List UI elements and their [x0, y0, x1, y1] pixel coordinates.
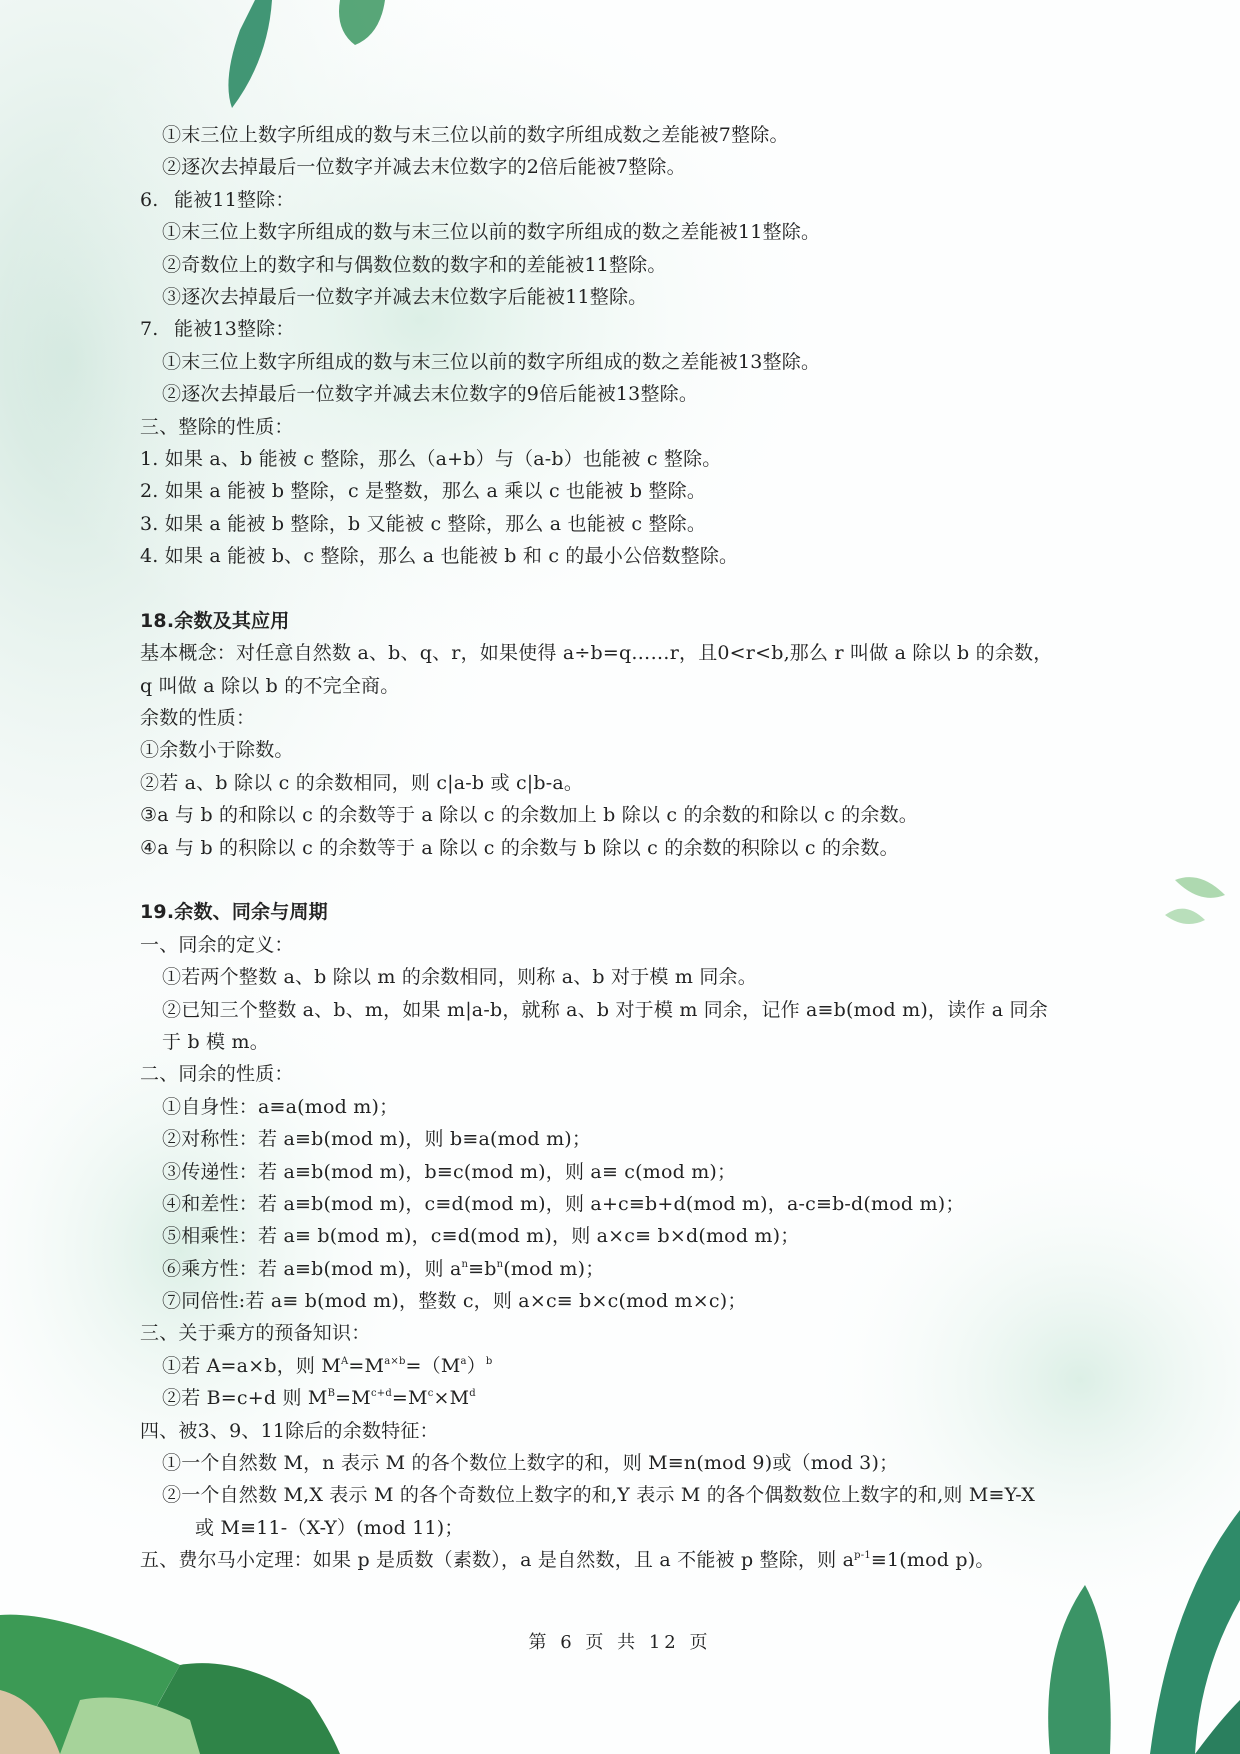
list-number: 7. [140, 318, 159, 341]
divisibility-prop-2: 2. 如果 a 能被 b 整除，c 是整数，那么 a 乘以 c 也能被 b 整除。 [140, 480, 707, 503]
power-knowledge-title: 三、关于乘方的预备知识： [140, 1322, 371, 1345]
remainder-features-title: 四、被3、9、11除后的余数特征： [140, 1419, 439, 1442]
congruence-prop-4: ④和差性：若 a≡b(mod m)，c≡d(mod m)，则 a+c≡b+d(mod m)，a-c≡b-d(mod m)； [162, 1192, 965, 1215]
div7-rule-2: ②逐次去掉最后一位数字并减去末位数字的2倍后能被7整除。 [162, 156, 686, 179]
page-footer: 第 6 页 共 12 页 [528, 1632, 712, 1653]
div11-rule-1: ①末三位上数字所组成的数与末三位以前的数字所组成的数之差能被11整除。 [162, 221, 821, 244]
power-rule-1: ①若 A=a×b，则 $M^A=M^{a\times b}=(M^a)^b$ [162, 1354, 493, 1377]
div7-rule-1: ①末三位上数字所组成的数与末三位以前的数字所组成数之差能被7整除。 [162, 124, 789, 146]
congruence-prop-2: ②对称性：若 a≡b(mod m)，则 b≡a(mod m)； [162, 1128, 592, 1151]
spacer [140, 864, 1110, 896]
list-number: 6. [140, 188, 159, 211]
remainder-feature-2-line-2: 或 M≡11-（X-Y）(mod 11)； [195, 1516, 464, 1539]
divisibility-prop-4: 4. 如果 a 能被 b、c 整除，那么 a 也能被 b 和 c 的最小公倍数整除。 [140, 545, 739, 568]
congruence-def-2-line-2: 于 b 模 m。 [162, 1030, 269, 1053]
remainder-prop-3: ③a 与 b 的和除以 c 的余数等于 a 除以 c 的余数加上 b 除以 c 的余数的和除以 c 的余数。 [140, 804, 918, 827]
section-19-heading: 19.余数、同余与周期 [140, 901, 328, 924]
congruence-def-title: 一、同余的定义： [140, 933, 294, 956]
remainder-props-title: 余数的性质： [140, 707, 256, 730]
divisibility-props-title: 三、整除的性质： [140, 415, 294, 438]
remainder-prop-1: ①余数小于除数。 [140, 739, 294, 762]
congruence-prop-6: ⑥乘方性：若 a≡b(mod m)，则 $a^n\equiv b^n(mod$ m)； [162, 1257, 605, 1280]
remainder-feature-2-line-1: ②一个自然数 M,X 表示 M 的各个奇数位上数字的和,Y 表示 M 的各个偶数数位上数字的和,则 M≡Y-X [162, 1484, 1035, 1507]
congruence-prop-5: ⑤相乘性：若 a≡ b(mod m)，c≡d(mod m)，则 a×c≡ b×d(mod m)； [162, 1225, 800, 1248]
power-rule-2: ②若 B=c+d 则 $M^B=M^{c+d}=M^c\times M^d$ [162, 1387, 476, 1410]
remainder-feature-1: ①一个自然数 M，n 表示 M 的各个数位上数字的和，则 M≡n(mod 9)或（mod 3)； [162, 1452, 899, 1475]
remainder-prop-4: ④a 与 b 的积除以 c 的余数等于 a 除以 c 的余数与 b 除以 c 的余数的积除以 c 的余数。 [140, 836, 899, 859]
remainder-concept-line-2: q 叫做 a 除以 b 的不完全商。 [140, 674, 400, 697]
remainder-concept-line-1: 基本概念：对任意自然数 a、b、q、r，如果使得 a÷b=q……r，且0<r<b,那么 r 叫做 a 除以 b 的余数， [140, 642, 1053, 665]
div13-rule-1: ①末三位上数字所组成的数与末三位以前的数字所组成的数之差能被13整除。 [162, 350, 821, 373]
congruence-def-1: ①若两个整数 a、b 除以 m 的余数相同，则称 a、b 对于模 m 同余。 [162, 966, 757, 989]
spacer [140, 572, 1110, 604]
congruence-prop-3: ③传递性：若 a≡b(mod m)，b≡c(mod m)，则 a≡ c(mod m)； [162, 1160, 737, 1183]
div13-heading: 7. 能被13整除： [140, 313, 1110, 345]
divisibility-prop-3: 3. 如果 a 能被 b 整除，b 又能被 c 整除，那么 a 也能被 c 整除。 [140, 512, 707, 535]
div11-rule-3: ③逐次去掉最后一位数字并减去末位数字后能被11整除。 [162, 285, 648, 308]
document-body [140, 119, 1110, 1577]
divisibility-prop-1: 1. 如果 a、b 能被 c 整除，那么（a+b）与（a-b）也能被 c 整除。 [140, 447, 722, 470]
congruence-prop-1: ①自身性：a≡a(mod m)； [162, 1095, 399, 1118]
fermat-little-theorem: 五、费尔马小定理：如果 p 是质数（素数），a 是自然数，且 a 不能被 p 整除，则 $a^{p-1}\equiv 1(mod$ p)。 [140, 1549, 995, 1572]
div11-heading: 6. 能被11整除： [140, 184, 1110, 216]
section-18-heading: 18.余数及其应用 [140, 609, 290, 632]
congruence-prop-7: ⑦同倍性:若 a≡ b(mod m)，整数 c，则 a×c≡ b×c(mod m×c)； [162, 1290, 747, 1313]
congruence-def-2-line-1: ②已知三个整数 a、b、m，如果 m|a-b，就称 a、b 对于模 m 同余，记作 a≡b(mod m)，读作 a 同余 [162, 998, 1048, 1021]
div13-rule-2: ②逐次去掉最后一位数字并减去末位数字的9倍后能被13整除。 [162, 383, 699, 406]
div11-rule-2: ②奇数位上的数字和与偶数位数的数字和的差能被11整除。 [162, 253, 667, 276]
congruence-props-title: 二、同余的性质： [140, 1063, 294, 1086]
remainder-prop-2: ②若 a、b 除以 c 的余数相同，则 c|a-b 或 c|b-a。 [140, 771, 584, 794]
